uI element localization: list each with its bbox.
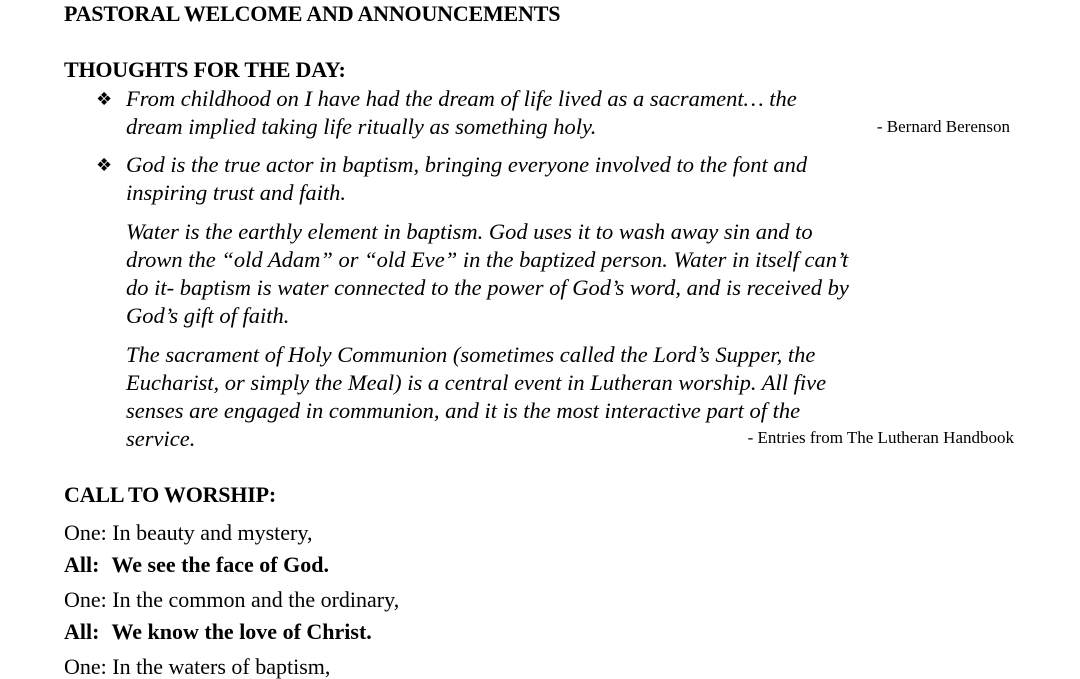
quote-line: drown the “old Adam” or “old Eve” in the baptized person. Water in itself can’t <box>126 247 849 272</box>
response-speaker: All: <box>64 552 100 577</box>
quote-baptism-water <box>126 218 1016 330</box>
quote-line: God is the true actor in baptism, bringing everyone involved to the font and <box>126 152 808 177</box>
quote-attribution: - Bernard Berenson <box>876 117 1010 136</box>
thoughts-for-the-day-heading: THOUGHTS FOR THE DAY: <box>64 57 346 82</box>
quote-baptism-actor <box>126 151 1016 207</box>
quote-line: Water is the earthly element in baptism. God uses it to wash away sin and to <box>126 219 813 244</box>
response-speaker: All: <box>64 619 100 644</box>
liturgy-leader-line: One: In the common and the ordinary, <box>64 587 400 612</box>
quote-line: The sacrament of Holy Communion (sometimes called the Lord’s Supper, the <box>126 342 816 367</box>
quote-line: Eucharist, or simply the Meal) is a central event in Lutheran worship. All five <box>126 370 827 395</box>
quote-line: do it- baptism is water connected to the power of God’s word, and is received by <box>126 275 849 300</box>
liturgy-response-line <box>64 621 372 643</box>
liturgy-leader-line: One: In beauty and mystery, <box>64 520 313 545</box>
quote-line: service. <box>126 426 196 451</box>
quote-line: dream implied taking life ritually as something holy. <box>126 114 597 139</box>
diamond-bullet-icon: ❖ <box>96 89 113 110</box>
pastoral-welcome-heading: PASTORAL WELCOME AND ANNOUNCEMENTS <box>64 1 561 26</box>
liturgy-response-line <box>64 554 329 576</box>
response-text: We know the love of Christ. <box>111 619 372 644</box>
quote-line: inspiring trust and faith. <box>126 180 347 205</box>
quote-line: senses are engaged in communion, and it is the most interactive part of the <box>126 398 801 423</box>
call-to-worship-heading: CALL TO WORSHIP: <box>64 482 276 507</box>
response-text: We see the face of God. <box>111 552 329 577</box>
quote-line: God’s gift of faith. <box>126 303 290 328</box>
quote-line: From childhood on I have had the dream of life lived as a sacrament… the <box>126 86 797 111</box>
liturgy-leader-line: One: In the waters of baptism, <box>64 654 331 679</box>
quote-attribution: - Entries from The Lutheran Handbook <box>747 428 1014 447</box>
diamond-bullet-icon: ❖ <box>96 155 113 176</box>
